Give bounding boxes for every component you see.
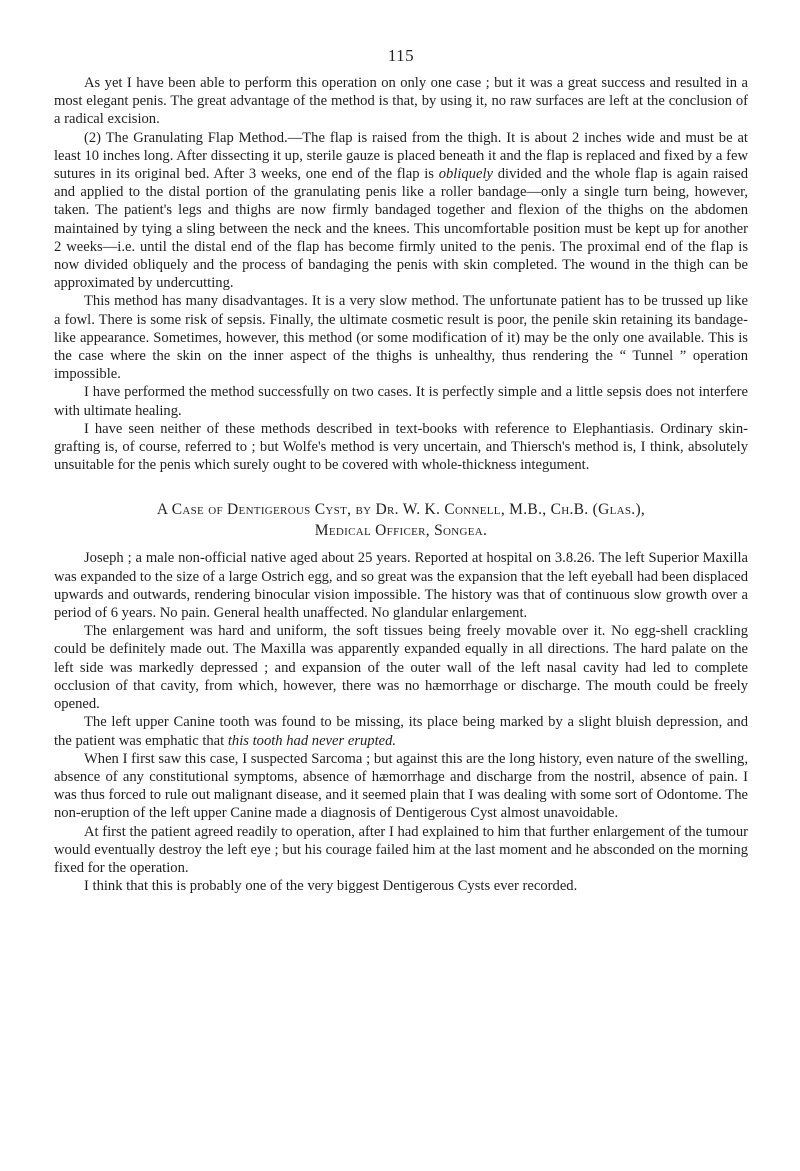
paragraph-enlargement: The enlargement was hard and uniform, the soft tissues being freely movable over it. No egg-shell crackling could be definitely made out. The Maxilla was apparently expanded equally in all directions. The hard palate on the left side was markedly depressed ; and expansion of the outer wall of the left nasal cavity had led to complete occlusion of that cavity, from which, however, there was no hæmorrhage or discharge. The mouth could be freely opened. [54,623,748,713]
paragraph-patient-history: Joseph ; a male non-official native aged about 25 years. Reported at hospital on 3.8.26. The left Superior Maxilla was expanded to the size of a large Ostrich egg, and so great was the expansion that the left eyeball had been displaced upwards and outwards, rendering binocular vision impossible. The history was that of continuous slow growth over a period of 6 years. No pain. General health unaffected. No glandular enlargement. [54,550,748,622]
emphasis-obliquely: obliquely [438,166,493,183]
paragraph-text-books: I have seen neither of these methods described in text-books with reference to Elephantiasis. Ordinary skin-grafting is, of course, referred to ; but Wolfe's method is very uncertain, and Thiersch's method is, I think, absolutely unsuitable for the penis which surely ought to be covered with whole-thickness integument. [54,420,748,474]
paragraph-granulating-flap-method [54,129,748,293]
paragraph-disadvantages: This method has many disadvantages. It is a very slow method. The unfortunate patient has to be trussed up like a fowl. There is some risk of sepsis. Finally, the ultimate cosmetic result is poor, the penile skin retaining its bandage-like appearance. Sometimes, however, this method (or some modification of it) may be the only one available. This is the case where the skin on the inner aspect of the thighs is unhealthy, thus rendering the “ Tunnel ” operation impossible. [54,293,748,383]
case-heading-line-1: A Case of Dentigerous Cyst, by Dr. W. K. Connell, M.B., Ch.B. (Glas.), [156,501,646,519]
paragraph-tunnel-result: As yet I have been able to perform this operation on only one case ; but it was a great success and resulted in a most elegant penis. The great advantage of the method is that, by using it, no raw surfaces are left at the conclusion of a radical excision. [54,75,748,128]
section-gap [54,474,748,493]
paragraph-canine-tooth [54,713,748,749]
text-run: (2) The Granulating Flap Method.—The flap is raised from the thigh. It is about 2 inches wide and must be at least 10 inches long. After dissecting it up, sterile gauze is placed beneath it and the flap is replaced and fixed by a few sutures in its original bed. After 3 weeks, one end of the flap is [54,129,748,183]
case-heading-line-2: Medical Officer, Songea. [314,522,488,540]
paragraph-operation-refused: At first the patient agreed readily to operation, after I had explained to him that further enlargement of the tumour would eventually destroy the left eye ; but his courage failed him at the last moment and he absconded on the morning fixed for the operation. [54,823,748,876]
section-flap-methods [54,74,748,474]
section-dentigerous-cyst [54,549,748,895]
text-run: The left upper Canine tooth was found to be missing, its place being marked by a slight bluish depression, and the patient was emphatic that [54,714,748,749]
paragraph-performed-cases: I have performed the method successfully on two cases. It is perfectly simple and a little sepsis does not interfere with ultimate healing. [54,384,748,419]
emphasis-never-erupted: this tooth had never erupted. [227,732,397,749]
case-heading [54,499,748,541]
paragraph-diagnosis: When I first saw this case, I suspected Sarcoma ; but against this are the long history, even nature of the swelling, absence of any constitutional symptoms, absence of hæmorrhage and discharge from the nostril, absence of pain. I was thus forced to rule out malignant disease, and it seemed plain that I was dealing with some sort of Odontome. The non-eruption of the left upper Canine made a diagnosis of Dentigerous Cyst almost unavoidable. [54,750,748,822]
page-number: 115 [387,46,415,65]
paragraph-conclusion: I think that this is probably one of the very biggest Dentigerous Cysts ever recorded. [84,878,578,895]
text-run: divided and the whole flap is again raised and applied to the distal portion of the granulating penis like a roller bandage—only a single turn being, however, taken. The patient's legs and thighs are now firmly bandaged together and flexion of the thighs on the abdomen maintained by tying a sling between the neck and the knees. This uncomfortable position must be kept up for another 2 weeks—i.e. until the distal end of the flap has become firmly united to the penis. The proximal end of the flap is now divided obliquely and the process of bandaging the penis with skin completed. The wound in the thigh can be approximated by undercutting. [54,166,749,292]
